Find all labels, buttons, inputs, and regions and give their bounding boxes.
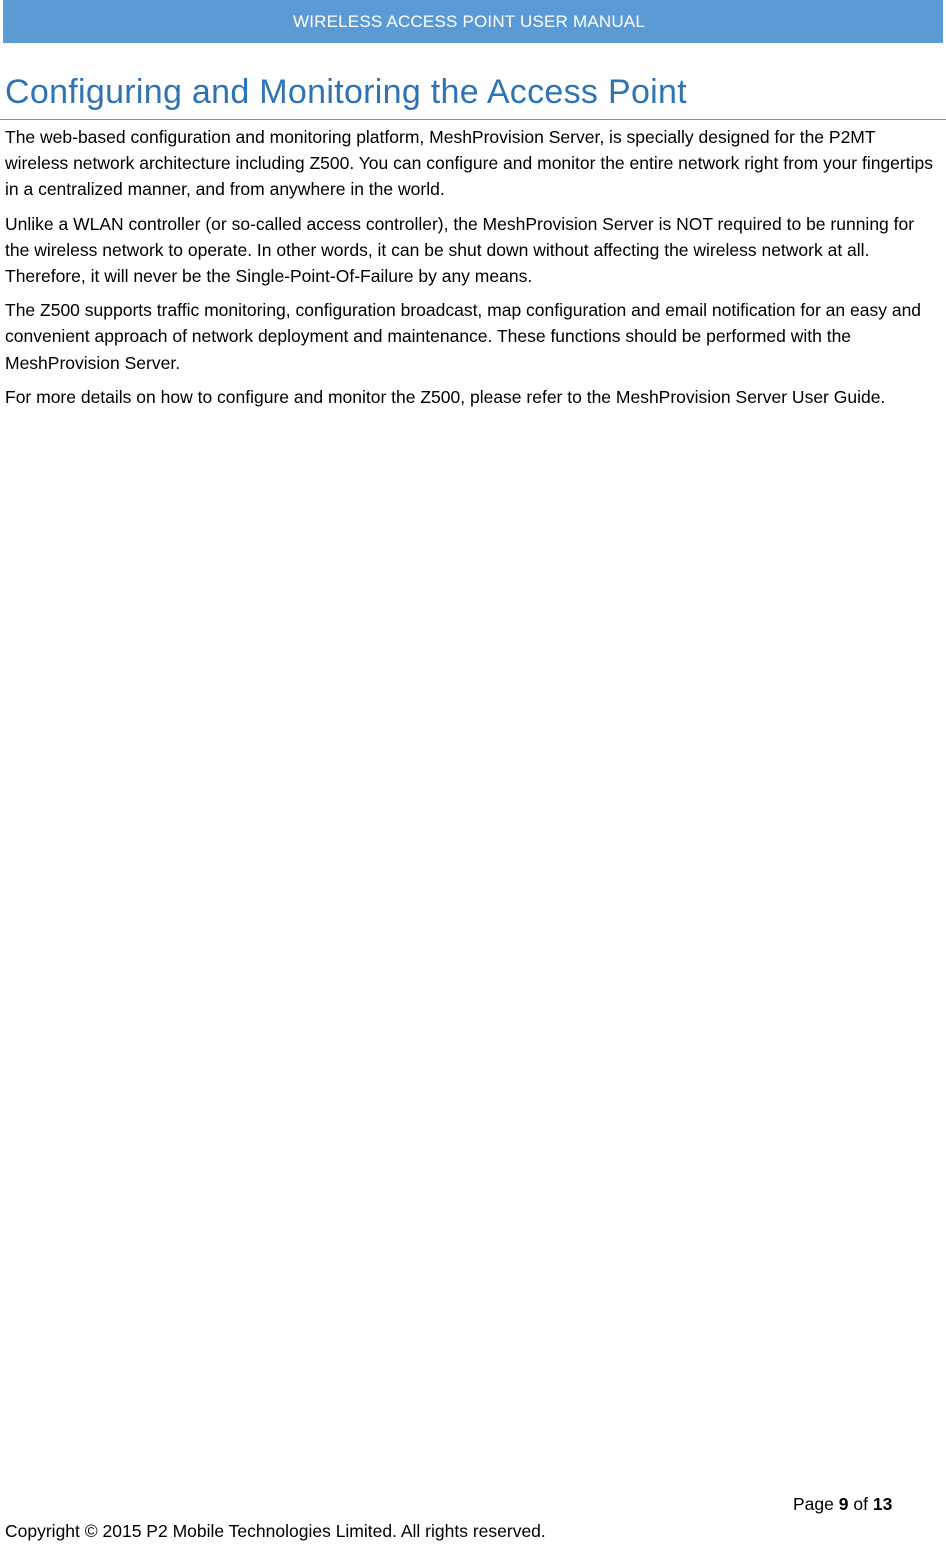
title-underline <box>0 119 946 120</box>
page-word: Page <box>793 1494 834 1514</box>
paragraph: The Z500 supports traffic monitoring, configuration broadcast, map configuration and email notification for an easy and convenient approach of network deployment and maintenance. These functions should be performed with the MeshProvision Server. <box>5 300 922 373</box>
section-body <box>5 124 941 418</box>
section-title: Configuring and Monitoring the Access Point <box>5 73 687 111</box>
paragraph: Unlike a WLAN controller (or so-called access controller), the MeshProvision Server is NOT required to be running for the wireless network to operate. In other words, it can be shut down without affecting the wireless network at all. Therefore, it will never be the Single-Point-Of-Failure by any means. <box>5 213 915 287</box>
page-total: 13 <box>872 1494 893 1514</box>
page-of: of <box>853 1494 868 1514</box>
copyright-notice: Copyright © 2015 P2 Mobile Technologies Limited. All rights reserved. <box>5 1521 546 1541</box>
paragraph: The web-based configuration and monitoring platform, MeshProvision Server, is specially designed for the P2MT wireless network architecture including Z500. You can configure and monitor the entire network right from your fingertips in a centralized manner, and from anywhere in the world. <box>5 127 933 200</box>
running-header-title: WIRELESS ACCESS POINT USER MANUAL <box>292 11 646 31</box>
page-number <box>793 1494 892 1515</box>
page-current: 9 <box>838 1494 849 1514</box>
paragraph: For more details on how to configure and monitor the Z500, please refer to the MeshProvision Server User Guide. <box>5 386 886 407</box>
running-header <box>3 0 943 43</box>
